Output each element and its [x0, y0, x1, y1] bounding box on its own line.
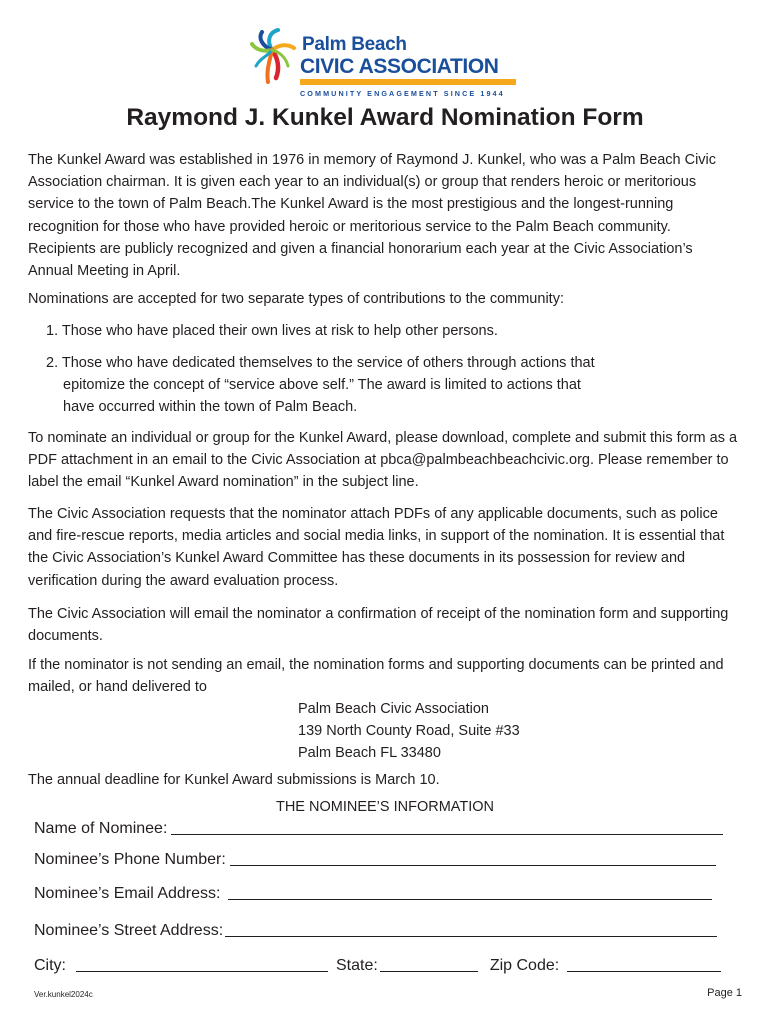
- nominee-email-input[interactable]: [228, 899, 712, 900]
- deadline-paragraph: The annual deadline for Kunkel Award submissions is March 10.: [28, 772, 440, 788]
- contribution-type-2-line1: 2. Those who have dedicated themselves to the service of others through actions that: [46, 355, 595, 371]
- nominee-phone-input[interactable]: [230, 865, 716, 866]
- nominate-instructions: To nominate an individual or group for the Kunkel Award, please download, complete and submit this form as a PDF attachment in an email to the Civic Association at pbca@palmbeachbeachcivic.org. Please remember to label the email “Kunkel Award nomination” in the subject line.: [28, 430, 738, 491]
- nominee-address-line-field: [34, 957, 721, 975]
- page-number: Page 1: [707, 987, 742, 999]
- nominee-section-title: THE NOMINEE’S INFORMATION: [275, 799, 495, 815]
- zip-label: Zip Code:: [489, 957, 560, 974]
- mailing-address: [298, 698, 520, 765]
- zip-input[interactable]: [567, 971, 721, 972]
- nominee-phone-label: Nominee’s Phone Number:: [34, 851, 226, 868]
- form-title: Raymond J. Kunkel Award Nomination Form: [126, 104, 644, 131]
- documents-request: The Civic Association requests that the nominator attach PDFs of any applicable documents, such as police and fire-rescue reports, media articles and social media links, in support of the nomination. It is essential that the Civic Association’s Kunkel Award Committee has these documents in its possession for review and verification during the award evaluation process.: [28, 506, 725, 589]
- address-line2: 139 North County Road, Suite #33: [298, 723, 520, 740]
- logo-tagline: COMMUNITY ENGAGEMENT SINCE 1944: [300, 89, 505, 98]
- contribution-type-2: [46, 352, 666, 419]
- pbca-logo: [250, 26, 520, 98]
- city-input[interactable]: [76, 971, 328, 972]
- address-line1: Palm Beach Civic Association: [298, 701, 489, 717]
- state-label: State:: [336, 957, 378, 974]
- logo-gold-bar: [300, 79, 516, 85]
- state-input[interactable]: [380, 971, 478, 972]
- address-line3: Palm Beach FL 33480: [298, 745, 441, 762]
- logo-name-line2: CIVIC ASSOCIATION: [300, 55, 499, 78]
- contribution-type-2-line3: have occurred within the town of Palm Beach.: [63, 399, 358, 416]
- nominee-email-field: [34, 885, 712, 903]
- nominee-name-label: Name of Nominee:: [34, 820, 168, 837]
- nominee-street-input[interactable]: [225, 936, 717, 937]
- logo-name-line1: Palm Beach: [302, 34, 407, 55]
- contribution-type-1: 1. Those who have placed their own lives at risk to help other persons.: [46, 323, 498, 339]
- nominee-name-input[interactable]: [171, 834, 723, 835]
- city-label: City:: [34, 957, 66, 974]
- version-label: Ver.kunkel2024c: [34, 990, 93, 999]
- nominee-email-label: Nominee’s Email Address:: [34, 885, 221, 902]
- intro-paragraph: The Kunkel Award was established in 1976 in memory of Raymond J. Kunkel, who was a Palm Beach Civic Association chairman. It is given each year to an individual(s) or group that renders heroic or meritorious service to the town of Palm Beach.The Kunkel Award is the most prestigious and the longest-running recognition for those who have provided heroic or meritorious service to the Palm Beach community. Recipients are publicly recognized and given a financial honorarium each year at the Civic Association’s Annual Meeting in April.: [28, 152, 717, 280]
- accepted-types-intro: Nominations are accepted for two separate types of contributions to the community:: [28, 291, 564, 307]
- nominee-name-field: [34, 820, 723, 838]
- nominee-phone-field: [34, 851, 716, 869]
- contribution-type-2-line2: epitomize the concept of “service above self.” The award is limited to actions that: [63, 377, 581, 394]
- mail-instructions: If the nominator is not sending an email, the nomination forms and supporting documents can be printed and mailed, or hand delivered to: [28, 657, 724, 696]
- nominee-street-field: [34, 922, 717, 940]
- sunburst-logo-icon: [250, 26, 300, 98]
- nominee-street-label: Nominee’s Street Address:: [34, 922, 224, 939]
- confirmation-paragraph: The Civic Association will email the nominator a confirmation of receipt of the nomination form and supporting documents.: [28, 606, 729, 645]
